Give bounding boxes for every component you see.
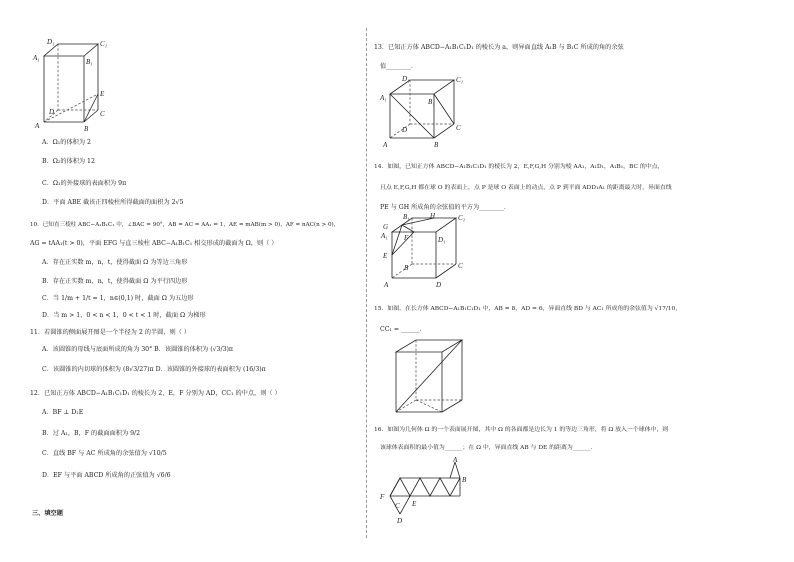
q12-option-b: B．过 A₁，B，F 的截面面积为 9/2 — [42, 430, 141, 437]
q12-option-d: D．EF 与平面 ABCD 所成角的正弦值为 √6/6 — [42, 472, 171, 479]
q10-stem-line1: 10．已知直三棱柱 ABC−A₁B₁C₁ 中，∠BAC = 90°，AB = AC = AA₁ = 1，AE = mAB(m > 0)，AF = nAC(n > 0)， — [30, 222, 340, 228]
q16-label-B: B — [462, 476, 467, 484]
left-column — [30, 0, 360, 562]
column-divider — [366, 28, 367, 538]
q16-label-D: D — [397, 517, 403, 525]
label-B1: B₁ — [86, 58, 93, 66]
q14-label-E: E — [383, 252, 388, 260]
q10-option-d: D．当 m > 1，0 < n < 1，0 < t < 1 时，截面 Ω 为梯形 — [42, 312, 206, 319]
q13-label-D1: D₁ — [402, 75, 410, 83]
q16-label-A: A — [453, 456, 458, 464]
q13-label-B1: B₁ — [428, 98, 435, 106]
q14-label-H: H — [430, 212, 436, 220]
q13-label-C1: C₁ — [456, 76, 464, 84]
q10-stem-line2: AG = tAA₁(t > 0)，平面 EFG 与直三棱柱 ABC−A₁B₁C₁ 相交形成的截面为 Ω，则（ ） — [30, 240, 278, 247]
label-D1: D₁ — [47, 38, 55, 46]
q15-line2: CC₁ = ______． — [380, 326, 426, 333]
q13-stem: 13．已知正方体 ABCD−A₁B₁C₁D₁ 的棱长为 a，则异面直线 A₁B 与 B₁C 所成的角的余弦 — [374, 44, 624, 51]
q14-label-C: C — [458, 262, 463, 270]
prev-option-b: B．Ω₂的体积为 12 — [42, 158, 95, 165]
q12-stem: 12．已知正方体 ABCD−A₁B₁C₁D₁ 的棱长为 2，E，F 分别为 AD，CC₁ 的中点，则（ ） — [30, 390, 281, 397]
q10-option-a: A．存在正实数 m，n，t，使得截面 Ω 为等边三角形 — [42, 259, 188, 266]
q14-label-B: B — [404, 264, 409, 272]
q13-label-A1: A₁ — [380, 94, 387, 102]
q13-cube-figure — [378, 72, 468, 156]
q16-label-F: F — [380, 493, 385, 501]
q14-label-B1: B₁ — [403, 213, 410, 221]
q13-label-C: C — [456, 124, 461, 132]
q14-label-G: G — [383, 223, 389, 231]
q16-line1: 16．如图为几何体 Ω 的一个表面展开图，其中 Ω 的各面都是边长为 1 的等边三角形，将 Ω 放入一个球体中，则 — [374, 427, 669, 433]
label-A: A — [35, 122, 40, 130]
q16-net-figure — [376, 456, 472, 526]
q14-label-D1: D₁ — [438, 236, 446, 244]
q14-line1: 14．如图，已知正方体 ABCD−A₁B₁C₁D₁ 的棱长为 2，E,F,G,H 分别为棱 AA₁，A₁D₁，A₁B₁，BC 的中点， — [374, 164, 664, 170]
label-D: D — [49, 108, 55, 116]
label-C1: C₁ — [100, 40, 108, 48]
q14-label-D: D — [436, 281, 442, 289]
label-B: B — [84, 125, 89, 133]
q16-label-C: C — [395, 502, 400, 510]
q14-label-C1: C₁ — [458, 214, 466, 222]
label-C: C — [100, 110, 105, 118]
q14-line3: PE 与 GH 所成角的余弦值的平方为________． — [380, 204, 511, 211]
prev-option-d: D．平面 ABE 截该正四棱柱所得截面的面积为 2√5 — [42, 199, 184, 206]
q14-label-A1: A₁ — [381, 232, 388, 240]
prev-option-c: C．Ω₁的外接球的表面积为 9π — [42, 180, 127, 187]
q13-answer-blank: 值________． — [380, 63, 418, 70]
q10-option-c: C．当 1/m + 1/t = 1，n∈(0,1) 时，截面 Ω 为五边形 — [42, 295, 194, 302]
q14-label-F: F — [404, 234, 409, 242]
q13-label-D: D — [402, 126, 408, 134]
q11-row2: C．该圆锥的内切球的体积为 (8√3/27)π D．该圆锥的外接球的表面积为 (16/3)π — [42, 366, 266, 373]
right-column — [374, 0, 766, 562]
q13-label-B: B — [434, 141, 439, 149]
q16-label-E: E — [412, 500, 417, 508]
q12-option-c: C．直线 BF 与 AC 所成角的余弦值为 √10/5 — [42, 450, 167, 457]
q15-line1: 15．如图，在长方体 ABCD−A₁B₁C₁D₁ 中，AB = 8，AD = 6，异面直线 BD 与 AC₁ 所成角的余弦值为 √17/10， — [374, 306, 682, 312]
q11-stem: 11．若圆锥的侧面展开图是一个半径为 2 的半圆，则（ ） — [30, 329, 191, 336]
q12-option-a: A．BF ⊥ D₁E — [42, 409, 84, 416]
q13-label-A: A — [383, 141, 388, 149]
q14-cube-figure — [378, 212, 468, 300]
q15-box-figure — [392, 336, 476, 420]
prism-figure — [30, 34, 110, 134]
prev-option-a: A．Ω₁的体积为 2 — [42, 139, 91, 146]
section-fill-in-blank-heading: 三、填空题 — [32, 510, 63, 517]
q11-row1: A．该圆锥的母线与底面所成的角为 30° B．该圆锥的体积为 (√3/3)π — [42, 346, 233, 353]
q14-line2: 且点 E,F,G,H 都在球 O 的表面上，点 P 是球 O 表面上的动点，点 P 到平面 ADD₁A₁ 的距离最大时，异面直线 — [380, 185, 672, 191]
label-E: E — [100, 90, 105, 98]
q10-option-b: B．存在正实数 m，n，t，使得截面 Ω 为平行四边形 — [42, 278, 188, 285]
q14-label-A: A — [384, 281, 389, 289]
label-A1: A₁ — [33, 54, 40, 62]
q16-line2: 该球体表面积的最小值为______；在 Ω 中，异面直线 AB 与 DE 的距离为______． — [380, 445, 597, 451]
